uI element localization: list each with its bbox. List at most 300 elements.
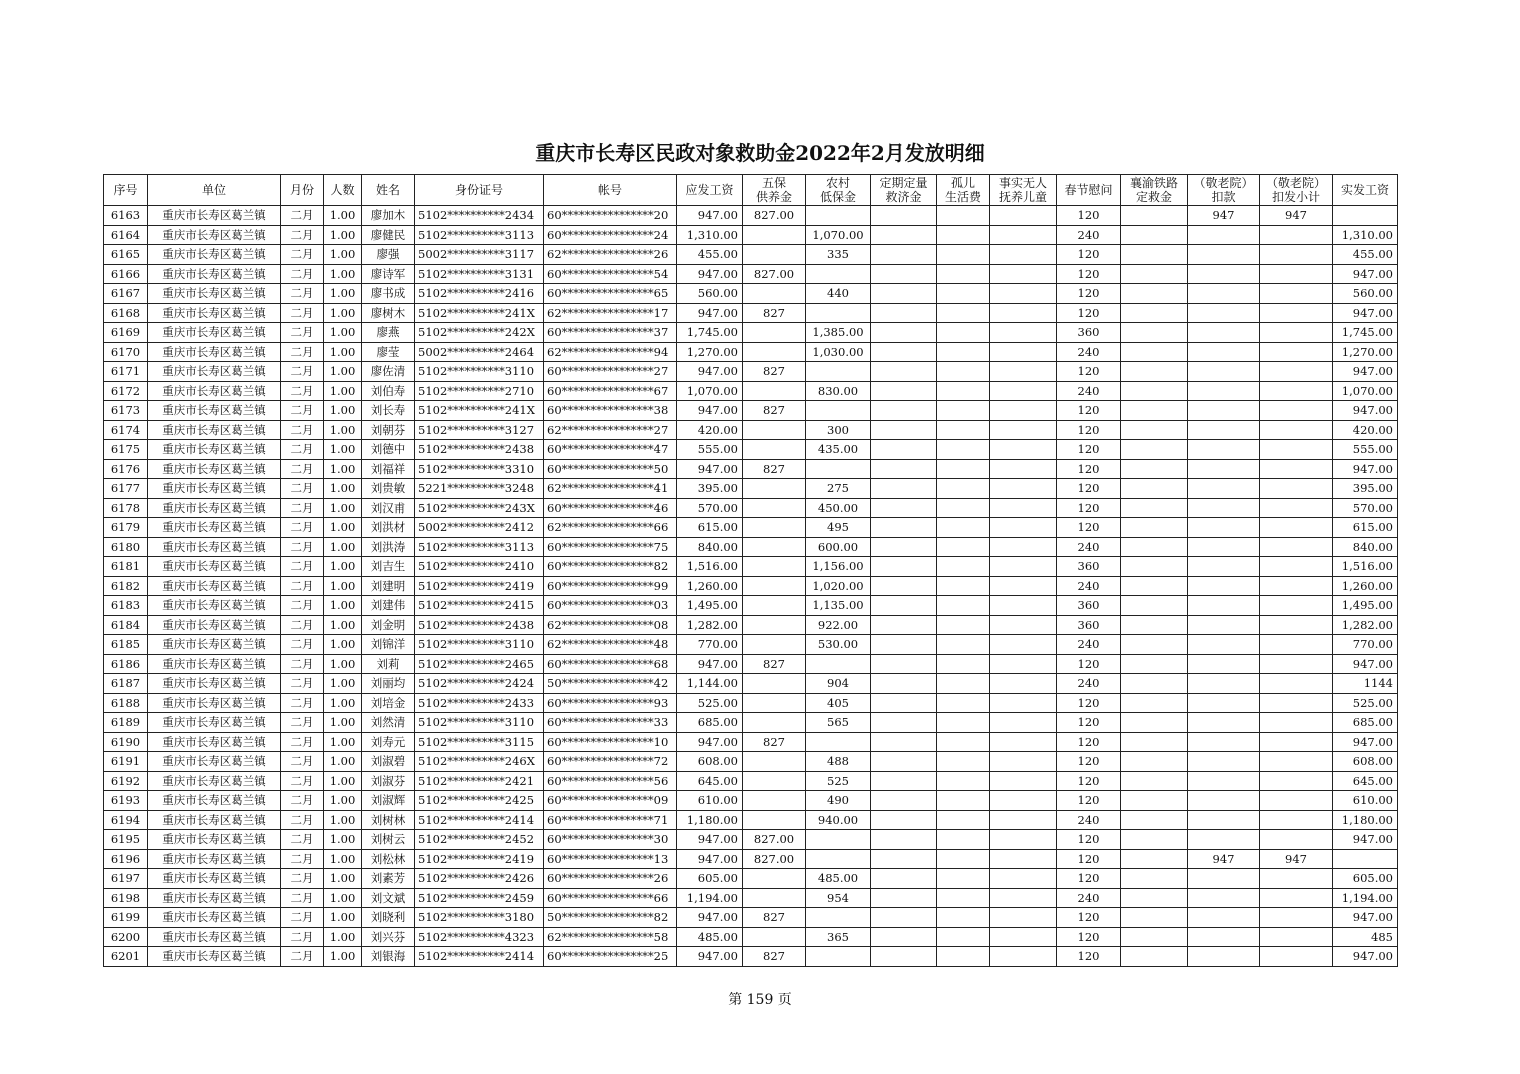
table-cell xyxy=(871,264,937,284)
table-cell: 5102**********2419 xyxy=(415,849,544,869)
table-cell xyxy=(806,264,871,284)
table-cell: 刘素芳 xyxy=(362,869,415,889)
table-cell xyxy=(990,869,1057,889)
table-cell xyxy=(743,537,806,557)
table-cell: 二月 xyxy=(281,771,324,791)
table-cell xyxy=(1188,245,1260,265)
table-cell: 1,144.00 xyxy=(677,674,743,694)
table-cell xyxy=(1188,693,1260,713)
table-cell xyxy=(990,420,1057,440)
table-cell: 廖诗军 xyxy=(362,264,415,284)
table-cell xyxy=(1260,596,1333,616)
table-cell: 120 xyxy=(1057,518,1121,538)
table-cell: 重庆市长寿区葛兰镇 xyxy=(148,908,281,928)
table-cell: 二月 xyxy=(281,206,324,226)
table-cell: 重庆市长寿区葛兰镇 xyxy=(148,674,281,694)
table-cell: 6189 xyxy=(104,713,148,733)
table-cell: 重庆市长寿区葛兰镇 xyxy=(148,947,281,967)
table-cell xyxy=(1121,537,1188,557)
table-cell xyxy=(743,342,806,362)
table-cell: 1,310.00 xyxy=(677,225,743,245)
table-cell xyxy=(990,810,1057,830)
table-row xyxy=(104,596,1398,616)
table-cell: 62****************17 xyxy=(544,303,677,323)
table-row xyxy=(104,498,1398,518)
table-cell: 60****************24 xyxy=(544,225,677,245)
table-cell xyxy=(990,342,1057,362)
table-cell: 947.00 xyxy=(677,830,743,850)
table-row xyxy=(104,771,1398,791)
table-cell xyxy=(1260,752,1333,772)
table-cell xyxy=(743,518,806,538)
table-cell: 5102**********3110 xyxy=(415,713,544,733)
table-cell: 二月 xyxy=(281,245,324,265)
table-cell: 二月 xyxy=(281,303,324,323)
table-cell: 重庆市长寿区葛兰镇 xyxy=(148,420,281,440)
table-cell: 1,070.00 xyxy=(1333,381,1398,401)
table-cell: 1.00 xyxy=(324,674,362,694)
table-cell xyxy=(743,498,806,518)
table-cell xyxy=(1121,869,1188,889)
table-cell: 555.00 xyxy=(1333,440,1398,460)
table-cell xyxy=(990,323,1057,343)
table-cell: 120 xyxy=(1057,284,1121,304)
table-row xyxy=(104,635,1398,655)
table-cell: 5221**********3248 xyxy=(415,479,544,499)
table-cell xyxy=(1188,264,1260,284)
table-cell: 360 xyxy=(1057,615,1121,635)
table-cell: 重庆市长寿区葛兰镇 xyxy=(148,752,281,772)
table-cell xyxy=(1260,791,1333,811)
table-cell: 1,180.00 xyxy=(677,810,743,830)
table-cell: 6166 xyxy=(104,264,148,284)
table-cell xyxy=(1260,323,1333,343)
table-cell: 1,070.00 xyxy=(677,381,743,401)
table-cell: 6170 xyxy=(104,342,148,362)
table-cell: 770.00 xyxy=(677,635,743,655)
table-cell: 二月 xyxy=(281,732,324,752)
table-cell xyxy=(1188,576,1260,596)
table-cell: 685.00 xyxy=(1333,713,1398,733)
table-cell xyxy=(1260,693,1333,713)
table-cell xyxy=(937,947,990,967)
table-cell xyxy=(937,245,990,265)
table-cell xyxy=(990,615,1057,635)
table-cell: 420.00 xyxy=(677,420,743,440)
table-cell xyxy=(871,362,937,382)
table-cell: 6192 xyxy=(104,771,148,791)
table-cell xyxy=(1121,323,1188,343)
table-cell: 刘贵敏 xyxy=(362,479,415,499)
table-cell xyxy=(1188,537,1260,557)
table-cell xyxy=(1260,576,1333,596)
table-cell xyxy=(937,381,990,401)
table-cell xyxy=(1188,947,1260,967)
table-cell: 120 xyxy=(1057,732,1121,752)
table-cell: 重庆市长寿区葛兰镇 xyxy=(148,264,281,284)
table-cell xyxy=(871,420,937,440)
table-cell xyxy=(806,401,871,421)
table-cell xyxy=(1121,459,1188,479)
table-cell: 827 xyxy=(743,654,806,674)
table-cell: 1.00 xyxy=(324,927,362,947)
table-cell xyxy=(1121,420,1188,440)
table-cell: 5102**********2416 xyxy=(415,284,544,304)
table-cell: 6186 xyxy=(104,654,148,674)
table-cell xyxy=(871,771,937,791)
table-row xyxy=(104,888,1398,908)
table-cell xyxy=(937,537,990,557)
table-cell: 1.00 xyxy=(324,908,362,928)
table-cell: 904 xyxy=(806,674,871,694)
table-cell xyxy=(990,225,1057,245)
table-cell: 5102**********241X xyxy=(415,401,544,421)
table-cell: 485.00 xyxy=(677,927,743,947)
table-cell xyxy=(871,440,937,460)
table-cell xyxy=(743,810,806,830)
table-cell: 1,260.00 xyxy=(1333,576,1398,596)
table-cell xyxy=(743,596,806,616)
table-cell xyxy=(937,635,990,655)
table-cell xyxy=(1260,401,1333,421)
column-header: 事实无人 抚养儿童 xyxy=(990,175,1057,206)
header-row xyxy=(104,175,1398,206)
table-cell xyxy=(990,303,1057,323)
table-row xyxy=(104,830,1398,850)
table-cell xyxy=(1188,810,1260,830)
table-cell xyxy=(1188,830,1260,850)
table-cell: 6177 xyxy=(104,479,148,499)
column-header: 农村 低保金 xyxy=(806,175,871,206)
table-row xyxy=(104,245,1398,265)
table-cell xyxy=(871,947,937,967)
table-cell xyxy=(1260,303,1333,323)
table-cell xyxy=(1121,596,1188,616)
table-cell xyxy=(937,693,990,713)
table-cell: 5102**********246X xyxy=(415,752,544,772)
table-cell xyxy=(743,245,806,265)
table-body xyxy=(104,206,1398,967)
table-cell: 5102**********2424 xyxy=(415,674,544,694)
table-cell: 1.00 xyxy=(324,518,362,538)
table-cell: 947.00 xyxy=(677,908,743,928)
table-cell: 360 xyxy=(1057,596,1121,616)
table-cell: 廖书成 xyxy=(362,284,415,304)
table-cell xyxy=(1260,830,1333,850)
table-cell: 二月 xyxy=(281,791,324,811)
table-cell: 5102**********2434 xyxy=(415,206,544,226)
table-cell: 二月 xyxy=(281,498,324,518)
table-cell: 947.00 xyxy=(677,732,743,752)
table-cell: 947.00 xyxy=(677,264,743,284)
table-cell: 120 xyxy=(1057,927,1121,947)
table-cell xyxy=(937,771,990,791)
table-cell xyxy=(1260,225,1333,245)
table-cell: 120 xyxy=(1057,947,1121,967)
column-header: 序号 xyxy=(104,175,148,206)
table-cell xyxy=(990,791,1057,811)
table-cell: 60****************54 xyxy=(544,264,677,284)
table-cell: 60****************72 xyxy=(544,752,677,772)
table-cell: 120 xyxy=(1057,440,1121,460)
table-cell xyxy=(871,557,937,577)
table-cell xyxy=(1260,713,1333,733)
table-cell: 1.00 xyxy=(324,440,362,460)
table-cell xyxy=(871,752,937,772)
table-cell xyxy=(1121,206,1188,226)
table-cell: 6179 xyxy=(104,518,148,538)
table-cell xyxy=(1260,459,1333,479)
table-cell: 6171 xyxy=(104,362,148,382)
table-cell xyxy=(806,654,871,674)
table-cell xyxy=(743,927,806,947)
table-cell xyxy=(1121,284,1188,304)
table-cell: 二月 xyxy=(281,752,324,772)
table-cell xyxy=(743,888,806,908)
table-cell: 重庆市长寿区葛兰镇 xyxy=(148,401,281,421)
table-cell xyxy=(1188,713,1260,733)
table-cell: 120 xyxy=(1057,459,1121,479)
table-cell: 50****************82 xyxy=(544,908,677,928)
table-cell: 1.00 xyxy=(324,225,362,245)
table-cell xyxy=(1121,440,1188,460)
column-header: 应发工资 xyxy=(677,175,743,206)
table-row xyxy=(104,420,1398,440)
table-header xyxy=(104,175,1398,206)
table-cell xyxy=(806,830,871,850)
table-cell: 60****************68 xyxy=(544,654,677,674)
table-cell xyxy=(743,440,806,460)
table-cell: 440 xyxy=(806,284,871,304)
table-cell xyxy=(1188,615,1260,635)
table-cell: 6183 xyxy=(104,596,148,616)
column-header: 单位 xyxy=(148,175,281,206)
table-cell: 455.00 xyxy=(1333,245,1398,265)
table-cell: 重庆市长寿区葛兰镇 xyxy=(148,888,281,908)
table-cell xyxy=(1188,674,1260,694)
table-cell: 60****************38 xyxy=(544,401,677,421)
table-cell: 827.00 xyxy=(743,830,806,850)
table-cell: 62****************58 xyxy=(544,927,677,947)
table-cell: 608.00 xyxy=(677,752,743,772)
table-cell: 二月 xyxy=(281,264,324,284)
table-cell xyxy=(1188,732,1260,752)
table-cell: 495 xyxy=(806,518,871,538)
table-cell: 6165 xyxy=(104,245,148,265)
table-cell: 827 xyxy=(743,908,806,928)
table-cell: 1,745.00 xyxy=(677,323,743,343)
table-cell xyxy=(871,908,937,928)
table-cell: 二月 xyxy=(281,342,324,362)
table-cell xyxy=(1188,362,1260,382)
table-cell xyxy=(871,459,937,479)
table-cell: 二月 xyxy=(281,401,324,421)
table-cell: 60****************09 xyxy=(544,791,677,811)
table-cell: 615.00 xyxy=(1333,518,1398,538)
table-cell: 二月 xyxy=(281,557,324,577)
table-cell xyxy=(990,927,1057,947)
table-cell: 6201 xyxy=(104,947,148,967)
table-cell xyxy=(743,869,806,889)
table-cell: 刘丽均 xyxy=(362,674,415,694)
table-cell xyxy=(1188,420,1260,440)
table-cell xyxy=(1121,693,1188,713)
table-row xyxy=(104,557,1398,577)
table-cell xyxy=(937,654,990,674)
table-cell xyxy=(1260,869,1333,889)
table-cell xyxy=(990,713,1057,733)
table-cell xyxy=(806,908,871,928)
table-cell: 1.00 xyxy=(324,420,362,440)
table-cell: 940.00 xyxy=(806,810,871,830)
table-cell: 6168 xyxy=(104,303,148,323)
table-cell: 1,135.00 xyxy=(806,596,871,616)
table-cell xyxy=(1260,810,1333,830)
table-cell: 120 xyxy=(1057,654,1121,674)
table-cell: 刘培金 xyxy=(362,693,415,713)
table-cell: 刘长寿 xyxy=(362,401,415,421)
table-cell: 240 xyxy=(1057,381,1121,401)
table-cell xyxy=(990,654,1057,674)
table-cell: 1,156.00 xyxy=(806,557,871,577)
table-cell: 62****************48 xyxy=(544,635,677,655)
table-cell: 刘莉 xyxy=(362,654,415,674)
table-cell: 1.00 xyxy=(324,713,362,733)
table-cell: 60****************37 xyxy=(544,323,677,343)
table-cell xyxy=(871,615,937,635)
table-cell xyxy=(1121,615,1188,635)
table-cell: 5102**********243X xyxy=(415,498,544,518)
table-cell xyxy=(1188,908,1260,928)
table-cell: 5102**********2452 xyxy=(415,830,544,850)
table-cell xyxy=(871,498,937,518)
column-header: 月份 xyxy=(281,175,324,206)
table-cell: 5102**********2425 xyxy=(415,791,544,811)
table-cell xyxy=(990,771,1057,791)
table-cell: 重庆市长寿区葛兰镇 xyxy=(148,771,281,791)
table-cell: 830.00 xyxy=(806,381,871,401)
table-cell xyxy=(743,576,806,596)
table-cell xyxy=(1121,908,1188,928)
table-cell: 947.00 xyxy=(1333,830,1398,850)
table-cell xyxy=(871,693,937,713)
table-cell: 570.00 xyxy=(677,498,743,518)
table-cell xyxy=(937,596,990,616)
table-cell: 120 xyxy=(1057,245,1121,265)
table-cell: 5102**********2421 xyxy=(415,771,544,791)
table-cell xyxy=(871,381,937,401)
table-cell: 947.00 xyxy=(1333,732,1398,752)
table-cell: 二月 xyxy=(281,869,324,889)
table-cell xyxy=(937,576,990,596)
table-cell: 60****************65 xyxy=(544,284,677,304)
table-cell: 1,020.00 xyxy=(806,576,871,596)
table-cell: 刘建明 xyxy=(362,576,415,596)
table-cell: 刘淑辉 xyxy=(362,791,415,811)
table-cell xyxy=(743,713,806,733)
table-cell: 120 xyxy=(1057,791,1121,811)
table-cell: 重庆市长寿区葛兰镇 xyxy=(148,654,281,674)
table-row xyxy=(104,537,1398,557)
table-cell xyxy=(1188,303,1260,323)
table-cell: 二月 xyxy=(281,537,324,557)
table-cell: 二月 xyxy=(281,381,324,401)
table-cell: 395.00 xyxy=(1333,479,1398,499)
table-cell: 827 xyxy=(743,732,806,752)
table-cell: 827 xyxy=(743,303,806,323)
table-cell: 刘然清 xyxy=(362,713,415,733)
table-cell: 947.00 xyxy=(1333,947,1398,967)
table-cell xyxy=(937,440,990,460)
table-cell: 1.00 xyxy=(324,264,362,284)
table-cell: 485 xyxy=(1333,927,1398,947)
table-cell: 重庆市长寿区葛兰镇 xyxy=(148,927,281,947)
table-row xyxy=(104,225,1398,245)
table-cell: 1.00 xyxy=(324,401,362,421)
table-cell: 1.00 xyxy=(324,947,362,967)
table-cell xyxy=(871,927,937,947)
table-cell: 6182 xyxy=(104,576,148,596)
table-cell: 二月 xyxy=(281,479,324,499)
table-cell: 947.00 xyxy=(677,459,743,479)
table-cell: 二月 xyxy=(281,849,324,869)
table-cell: 6180 xyxy=(104,537,148,557)
table-cell xyxy=(1188,752,1260,772)
table-cell xyxy=(1188,596,1260,616)
table-cell: 240 xyxy=(1057,674,1121,694)
table-cell xyxy=(1260,381,1333,401)
table-cell xyxy=(990,479,1057,499)
table-cell xyxy=(990,947,1057,967)
table-cell xyxy=(1188,771,1260,791)
table-cell: 刘树云 xyxy=(362,830,415,850)
table-cell xyxy=(1188,654,1260,674)
table-cell xyxy=(1333,849,1398,869)
table-cell xyxy=(871,810,937,830)
table-cell xyxy=(937,303,990,323)
table-cell: 重庆市长寿区葛兰镇 xyxy=(148,596,281,616)
table-cell: 6191 xyxy=(104,752,148,772)
table-row xyxy=(104,459,1398,479)
table-cell xyxy=(1333,206,1398,226)
table-cell: 二月 xyxy=(281,615,324,635)
table-cell: 240 xyxy=(1057,537,1121,557)
table-cell: 重庆市长寿区葛兰镇 xyxy=(148,303,281,323)
table-cell xyxy=(937,849,990,869)
table-cell xyxy=(937,927,990,947)
table-row xyxy=(104,381,1398,401)
table-cell: 240 xyxy=(1057,888,1121,908)
table-cell xyxy=(806,206,871,226)
table-cell: 120 xyxy=(1057,771,1121,791)
table-cell: 60****************82 xyxy=(544,557,677,577)
table-cell: 重庆市长寿区葛兰镇 xyxy=(148,830,281,850)
table-cell xyxy=(1188,381,1260,401)
table-cell xyxy=(1121,557,1188,577)
table-cell: 1,282.00 xyxy=(677,615,743,635)
table-cell: 120 xyxy=(1057,303,1121,323)
table-cell xyxy=(990,693,1057,713)
table-cell: 62****************66 xyxy=(544,518,677,538)
table-cell: 1,260.00 xyxy=(677,576,743,596)
table-cell: 二月 xyxy=(281,947,324,967)
table-cell xyxy=(1121,713,1188,733)
table-cell: 5102**********2438 xyxy=(415,615,544,635)
table-cell xyxy=(806,947,871,967)
table-cell: 6195 xyxy=(104,830,148,850)
table-cell: 1,070.00 xyxy=(806,225,871,245)
table-cell: 刘银海 xyxy=(362,947,415,967)
